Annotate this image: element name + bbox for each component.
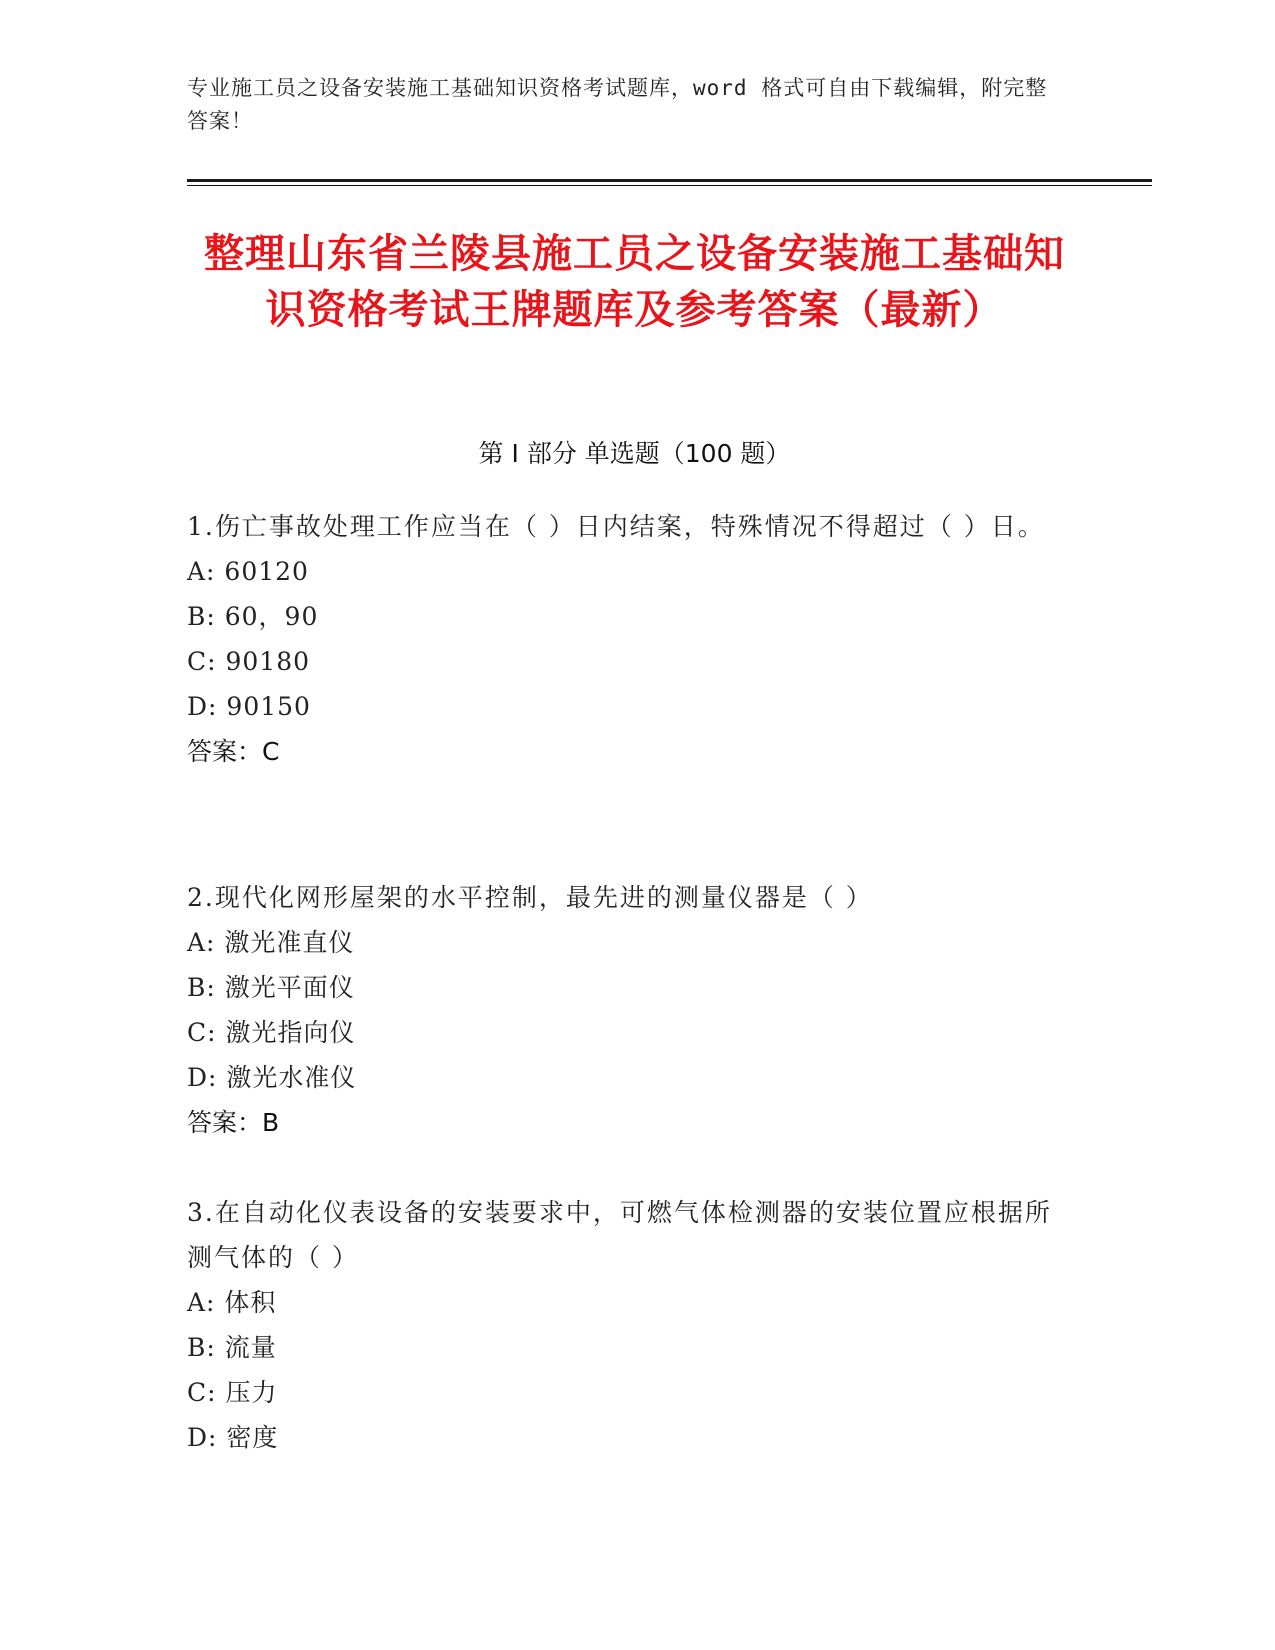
question-3-text: 3.在自动化仪表设备的安装要求中，可燃气体检测器的安装位置应根据所测气体的（ ） [187, 1198, 1052, 1272]
question-2 [187, 875, 1067, 1145]
question-1-text: 1.伤亡事故处理工作应当在（ ）日内结案，特殊情况不得超过（ ）日。 [187, 512, 1045, 541]
question-2-option-a: A: 激光准直仪 [187, 928, 355, 957]
question-3-option-b: B: 流量 [187, 1333, 277, 1362]
question-1-option-d: D: 90150 [187, 692, 311, 721]
header-divider-thick [187, 179, 1152, 182]
question-1-answer: 答案：C [187, 737, 280, 766]
question-2-answer: 答案：B [187, 1108, 280, 1137]
question-2-option-c: C: 激光指向仪 [187, 1018, 356, 1047]
section-title: 第 I 部分 单选题（100 题） [478, 439, 791, 468]
question-3-option-a: A: 体积 [187, 1288, 277, 1317]
question-3 [187, 1190, 1067, 1460]
question-2-option-d: D: 激光水准仪 [187, 1063, 357, 1092]
question-1-option-a: A: 60120 [187, 557, 309, 586]
question-2-option-b: B: 激光平面仪 [187, 973, 355, 1002]
header-note: 专业施工员之设备安装施工基础知识资格考试题库，word 格式可自由下载编辑，附完整答案！ [187, 76, 1048, 133]
question-1 [187, 504, 1067, 774]
question-1-option-b: B: 60，90 [187, 602, 319, 631]
question-1-option-c: C: 90180 [187, 647, 311, 676]
document-title: 整理山东省兰陵县施工员之设备安装施工基础知识资格考试王牌题库及参考答案（最新） [204, 231, 1065, 333]
question-2-text: 2.现代化网形屋架的水平控制，最先进的测量仪器是（ ） [187, 883, 873, 912]
question-3-option-c: C: 压力 [187, 1378, 278, 1407]
header-divider-thin [187, 185, 1152, 186]
question-3-option-d: D: 密度 [187, 1423, 279, 1452]
